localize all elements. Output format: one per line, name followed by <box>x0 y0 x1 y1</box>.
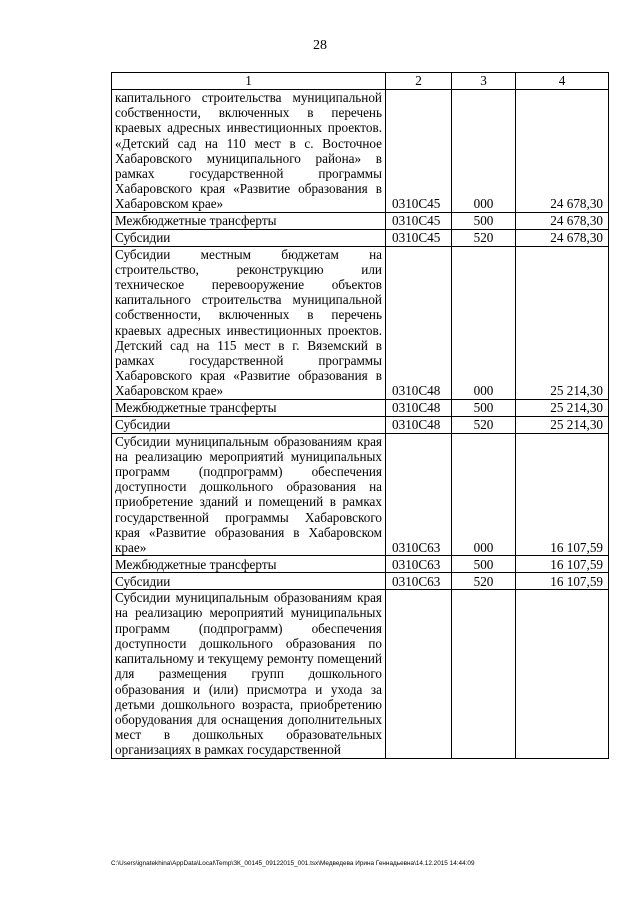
row-expense-type: 500 <box>452 556 516 573</box>
row-description: Субсидии <box>112 416 386 433</box>
row-target-code: 0310С48 <box>386 416 452 433</box>
row-amount: 16 107,59 <box>516 573 609 590</box>
table-row <box>112 399 609 416</box>
row-amount: 24 678,30 <box>516 212 609 229</box>
row-target-code: 0310С63 <box>386 433 452 556</box>
budget-table <box>111 72 609 759</box>
row-description: Субсидии <box>112 229 386 246</box>
row-description: Субсидии муниципальным образованиям края на реализацию мероприятий муниципальных программ (подпрограмм) обеспечения доступности дошкольного образования по капитальному и текущему ремонту помещений для размещения групп дошкольного образования и (или) присмотра и ухода за детьми дошкольного возраста, приобретению оборудования для оснащения дополнительных мест в дошкольных образовательных организациях в рамках государственной <box>112 590 386 758</box>
row-target-code: 0310С63 <box>386 556 452 573</box>
row-expense-type: 500 <box>452 399 516 416</box>
header-col-2: 2 <box>386 73 452 90</box>
file-path-footer: C:\Users\ignatekhina\AppData\Local\Temp\ЗК_00145_09122015_001.tsx\Медведева Ирина Геннадьевна\14.12.2015 14:44:09 <box>111 860 475 867</box>
row-expense-type: 000 <box>452 246 516 399</box>
row-description: Субсидии муниципальным образованиям края на реализацию мероприятий муниципальных программ (подпрограмм) обеспечения доступности дошкольного образования на приобретение зданий и помещений в рамках государственной программы Хабаровского края «Развитие образования в Хабаровском крае» <box>112 433 386 556</box>
row-expense-type: 520 <box>452 416 516 433</box>
row-description: Межбюджетные трансферты <box>112 212 386 229</box>
row-target-code: 0310С45 <box>386 229 452 246</box>
table-row <box>112 416 609 433</box>
row-expense-type <box>452 590 516 758</box>
row-target-code: 0310С48 <box>386 399 452 416</box>
row-target-code: 0310С45 <box>386 212 452 229</box>
row-amount: 16 107,59 <box>516 556 609 573</box>
row-amount <box>516 590 609 758</box>
row-description: Межбюджетные трансферты <box>112 399 386 416</box>
header-col-1: 1 <box>112 73 386 90</box>
table-row <box>112 229 609 246</box>
row-amount: 24 678,30 <box>516 229 609 246</box>
page-number: 28 <box>313 38 327 53</box>
row-target-code <box>386 590 452 758</box>
table-body <box>112 73 609 759</box>
table-row <box>112 433 609 556</box>
row-amount: 25 214,30 <box>516 416 609 433</box>
row-description: капитального строительства муниципальной собственности, включенных в перечень краевых адресных инвестиционных проектов. «Детский сад на 110 мест в с. Восточное Хабаровского муниципального района» в рамках государственной программы Хабаровского края «Развитие образования в Хабаровском крае» <box>112 90 386 213</box>
row-expense-type: 000 <box>452 433 516 556</box>
row-expense-type: 520 <box>452 229 516 246</box>
row-amount: 25 214,30 <box>516 246 609 399</box>
header-col-4: 4 <box>516 73 609 90</box>
row-description: Межбюджетные трансферты <box>112 556 386 573</box>
row-expense-type: 520 <box>452 573 516 590</box>
row-expense-type: 500 <box>452 212 516 229</box>
table-row <box>112 90 609 213</box>
row-target-code: 0310С45 <box>386 90 452 213</box>
row-target-code: 0310С63 <box>386 573 452 590</box>
row-amount: 16 107,59 <box>516 433 609 556</box>
header-col-3: 3 <box>452 73 516 90</box>
row-description: Субсидии <box>112 573 386 590</box>
table-row <box>112 573 609 590</box>
table-header-row <box>112 73 609 90</box>
row-expense-type: 000 <box>452 90 516 213</box>
table-row <box>112 212 609 229</box>
table-row <box>112 556 609 573</box>
table-row <box>112 246 609 399</box>
table-row <box>112 590 609 758</box>
row-amount: 25 214,30 <box>516 399 609 416</box>
row-amount: 24 678,30 <box>516 90 609 213</box>
row-target-code: 0310С48 <box>386 246 452 399</box>
row-description: Субсидии местным бюджетам на строительство, реконструкцию или техническое перевооружение объектов капитального строительства муниципальной собственности, включенных в перечень краевых адресных инвестиционных проектов. Детский сад на 115 мест в г. Вяземский в рамках государственной программы Хабаровского края «Развитие образования в Хабаровском крае» <box>112 246 386 399</box>
